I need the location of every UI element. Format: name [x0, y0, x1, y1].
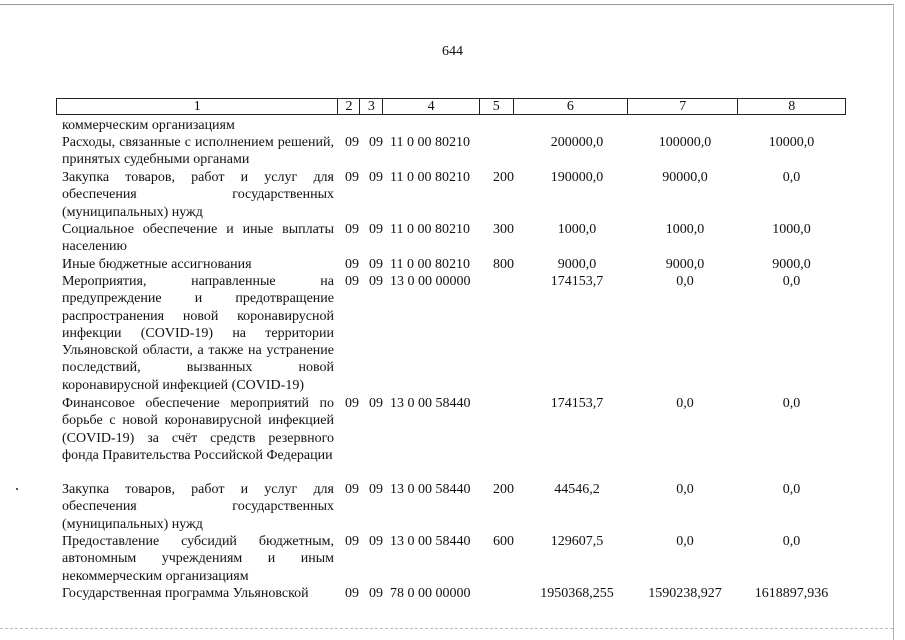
column-header-row	[57, 99, 846, 115]
row-subsection: 09	[369, 586, 383, 601]
row-section: 09	[345, 257, 359, 272]
row-target-code: 13 0 00 58440	[390, 482, 471, 497]
table-row	[0, 395, 905, 481]
row-subsection: 09	[369, 396, 383, 411]
row-target-code: 78 0 00 00000	[390, 586, 471, 601]
row-amount-1: 44546,2	[554, 482, 600, 497]
row-target-code: 11 0 00 80210	[390, 257, 470, 272]
row-subsection: 09	[369, 170, 383, 185]
page-top-border	[0, 4, 893, 5]
row-amount-1: 1000,0	[557, 222, 597, 237]
row-subsection: 09	[369, 482, 383, 497]
row-amount-1: 200000,0	[550, 135, 604, 150]
row-expense-type: 300	[493, 222, 514, 237]
row-subsection: 09	[369, 257, 383, 272]
table-row	[0, 533, 905, 585]
row-section: 09	[345, 396, 359, 411]
header-col-1: 1	[57, 99, 338, 115]
row-section: 09	[345, 222, 359, 237]
header-col-5: 5	[479, 99, 513, 115]
row-amount-3: 9000,0	[772, 257, 811, 272]
table-row	[0, 273, 905, 395]
row-target-code: 11 0 00 80210	[390, 222, 470, 237]
row-amount-3: 1000,0	[772, 222, 811, 237]
row-subsection: 09	[369, 135, 383, 150]
header-col-4: 4	[383, 99, 480, 115]
row-target-code: 11 0 00 80210	[390, 170, 470, 185]
row-target-code: 13 0 00 58440	[390, 534, 471, 549]
row-subsection: 09	[369, 274, 383, 289]
row-amount-2: 1000,0	[665, 222, 705, 237]
header-col-7: 7	[628, 99, 738, 115]
row-amount-1: 9000,0	[557, 257, 597, 272]
row-description: Предоставление субсидий бюджетным, автономным учреждениям и иным некоммерческим организациям	[62, 534, 334, 584]
row-amount-1: 1950368,255	[540, 586, 614, 601]
row-target-code: 13 0 00 58440	[390, 396, 471, 411]
table-row	[0, 134, 905, 169]
row-description: Закупка товаров, работ и услуг для обеспечения государственных (муниципальных) нужд	[62, 170, 334, 220]
row-amount-2: 90000,0	[662, 170, 708, 185]
table-row	[0, 585, 905, 602]
column-header-table	[56, 98, 846, 115]
row-target-code: 13 0 00 00000	[390, 274, 471, 289]
row-amount-2: 0,0	[676, 534, 694, 549]
row-section: 09	[345, 274, 359, 289]
row-description: коммерческим организациям	[62, 118, 235, 133]
table-row	[0, 256, 905, 273]
row-section: 09	[345, 586, 359, 601]
header-col-2: 2	[338, 99, 360, 115]
row-amount-2: 0,0	[676, 396, 694, 411]
row-section: 09	[345, 170, 359, 185]
row-amount-2: 0,0	[676, 274, 694, 289]
row-amount-1: 190000,0	[550, 170, 604, 185]
row-amount-3: 10000,0	[768, 135, 815, 150]
row-description: Иные бюджетные ассигнования	[62, 257, 252, 272]
row-section: 09	[345, 482, 359, 497]
row-amount-1: 174153,7	[550, 396, 604, 411]
header-col-6: 6	[513, 99, 627, 115]
row-expense-type: 800	[493, 257, 514, 272]
row-description: Социальное обеспечение и иные выплаты населению	[62, 222, 334, 255]
row-target-code: 11 0 00 80210	[390, 135, 470, 150]
row-amount-1: 129607,5	[550, 534, 604, 549]
row-description: Закупка товаров, работ и услуг для обеспечения государственных (муниципальных) нужд	[62, 482, 334, 532]
table-row	[0, 117, 905, 134]
header-col-3: 3	[360, 99, 383, 115]
row-amount-3: 0,0	[782, 396, 801, 411]
row-expense-type: 200	[493, 482, 514, 497]
page-bottom-edge	[0, 628, 893, 629]
row-subsection: 09	[369, 534, 383, 549]
row-section: 09	[345, 135, 359, 150]
table-row	[0, 221, 905, 256]
row-amount-3: 0,0	[782, 482, 801, 497]
scan-mark	[16, 488, 18, 490]
row-amount-3: 0,0	[782, 534, 801, 549]
row-amount-2: 1590238,927	[648, 586, 722, 601]
row-description: Расходы, связанные с исполнением решений, принятых судебными органами	[62, 135, 334, 168]
header-col-8: 8	[738, 99, 846, 115]
page-number: 644	[442, 44, 463, 59]
row-description: Мероприятия, направленные на предупреждение и предотвращение распространения новой коронавирусной инфекции (COVID-19) на территории Ульяновской области, а также на устранение последствий, вызванных новой коронавирусной инфекцией (COVID-19)	[62, 274, 334, 393]
row-expense-type: 200	[493, 170, 514, 185]
table-row	[0, 481, 905, 533]
table-row	[0, 169, 905, 221]
row-description: Финансовое обеспечение мероприятий по борьбе с новой коронавирусной инфекцией (COVID-19) за счёт средств резервного фонда Правительства Российской Федерации	[62, 396, 334, 463]
row-amount-2: 100000,0	[658, 135, 712, 150]
row-subsection: 09	[369, 222, 383, 237]
budget-table-body	[0, 117, 905, 602]
row-amount-2: 0,0	[676, 482, 694, 497]
row-amount-3: 0,0	[782, 170, 801, 185]
row-amount-2: 9000,0	[665, 257, 705, 272]
row-expense-type: 600	[493, 534, 514, 549]
row-amount-1: 174153,7	[550, 274, 604, 289]
row-description: Государственная программа Ульяновской	[62, 586, 309, 601]
row-section: 09	[345, 534, 359, 549]
row-amount-3: 1618897,936	[754, 586, 829, 601]
row-amount-3: 0,0	[782, 274, 801, 289]
